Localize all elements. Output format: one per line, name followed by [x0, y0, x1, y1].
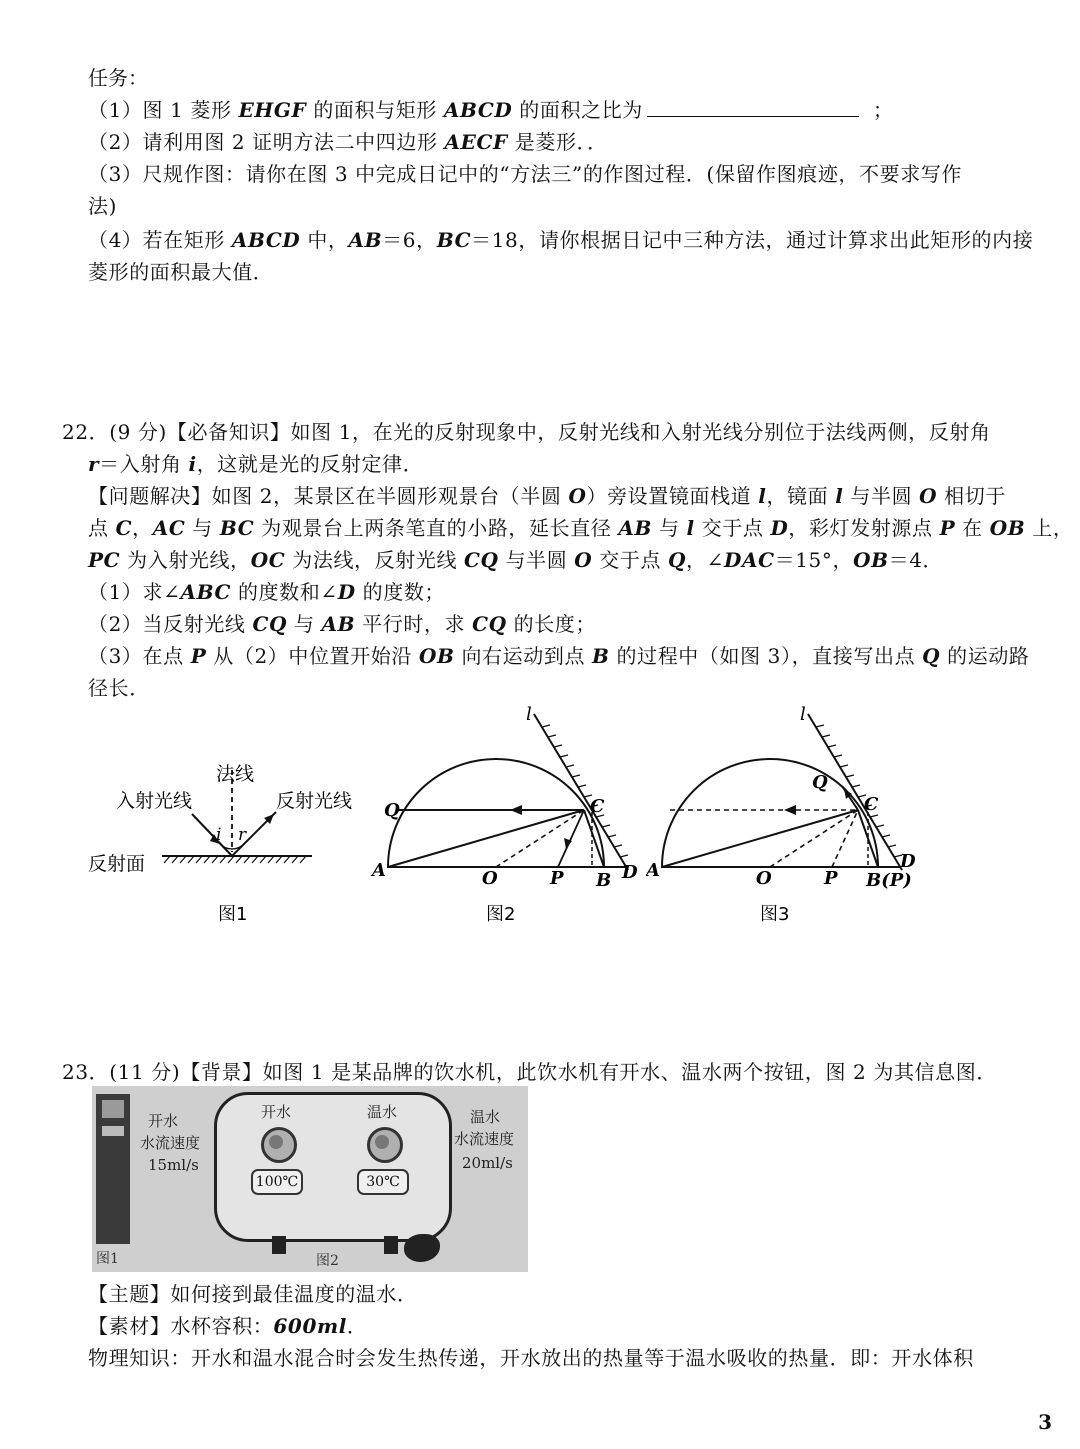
- figure-2-semicircle: [370, 700, 660, 930]
- q23-material: [88, 1314, 368, 1338]
- warm-temp-badge: 30℃: [357, 1169, 409, 1195]
- task-q1: [88, 98, 894, 122]
- q22-line3: [88, 484, 1006, 508]
- path-ac: [662, 810, 858, 867]
- task-q4-line2: 菱形的面积最大值．: [88, 260, 274, 284]
- photo-caption-1: 图1: [96, 1251, 119, 1267]
- math: AC: [152, 516, 186, 540]
- panel-leg-left: [272, 1236, 286, 1254]
- text: 【素材】水杯容积：: [88, 1314, 274, 1338]
- machine-slot: [102, 1126, 124, 1136]
- label-q: Q: [384, 800, 400, 821]
- hot-temp-badge: 100℃: [251, 1169, 303, 1195]
- math: BC: [436, 228, 472, 252]
- info-panel: [214, 1092, 452, 1242]
- q22-sub3: [88, 644, 1030, 668]
- normal-label: 法线: [216, 763, 255, 785]
- text: 向右运动到点: [454, 644, 593, 668]
- label-p: P: [550, 868, 564, 889]
- label-l: l: [800, 704, 806, 725]
- math: OC: [250, 548, 286, 572]
- figure-caption: 图3: [760, 904, 790, 925]
- math: AB: [618, 516, 653, 540]
- right-label-1: 温水: [470, 1108, 501, 1126]
- text: 的度数和∠: [231, 580, 338, 604]
- task-q2: [88, 130, 608, 154]
- text: ，∠: [686, 548, 725, 572]
- math: AB: [321, 612, 356, 636]
- task-q3-line2: 法): [88, 194, 118, 218]
- text: 【问题解决】如图 2，某景区在半圆形观景台（半圆: [88, 484, 569, 508]
- text: （4）若在矩形: [88, 228, 232, 252]
- text: 的长度；: [506, 612, 596, 636]
- math: D: [770, 516, 789, 540]
- water-dispenser-photo: [92, 1086, 528, 1272]
- hot-button-label: 开水: [261, 1103, 292, 1121]
- text: 为法线，反射光线: [285, 548, 464, 572]
- math: D: [337, 580, 356, 604]
- warm-button-label: 温水: [367, 1103, 398, 1121]
- math: P: [190, 644, 207, 668]
- text: （1）求∠: [88, 580, 181, 604]
- text: 上，: [1025, 516, 1074, 540]
- math: 600ml: [273, 1314, 347, 1338]
- text: 的面积之比为: [512, 98, 643, 122]
- math: ABCD: [231, 228, 301, 252]
- surface-hatching: [164, 856, 306, 863]
- text: 的过程中（如图 3），直接写出点: [609, 644, 923, 668]
- left-label-3: 15ml/s: [148, 1156, 199, 1174]
- ink-blot: [404, 1234, 440, 1262]
- figure-1-reflection: [80, 750, 380, 930]
- label-bp: B(P): [866, 870, 912, 891]
- label-a: A: [646, 860, 660, 881]
- hot-water-button-icon: [261, 1127, 297, 1163]
- label-d: D: [900, 851, 916, 872]
- text: 为观景台上两条笔直的小路，延长直径: [254, 516, 619, 540]
- machine-panel: [102, 1100, 124, 1118]
- text: 中，: [300, 228, 349, 252]
- text: ＝18，请你根据日记中三种方法，通过计算求出此矩形的内接: [471, 228, 1034, 252]
- math: Q: [922, 644, 941, 668]
- q22-line2: [88, 452, 423, 476]
- text: （2）当反射光线: [88, 612, 253, 636]
- text: 的度数；: [355, 580, 446, 604]
- text: 为入射光线，: [120, 548, 251, 572]
- math: l: [686, 516, 695, 540]
- math: ABCD: [443, 98, 513, 122]
- label-q: Q: [812, 772, 828, 793]
- math: l: [758, 484, 767, 508]
- math: CQ: [472, 612, 507, 636]
- math: B: [592, 644, 610, 668]
- label-a: A: [372, 860, 386, 881]
- math: O: [568, 484, 587, 508]
- text: 与半圆: [843, 484, 920, 508]
- angle-i-label: i: [216, 825, 222, 845]
- figure-caption: 图2: [486, 904, 516, 925]
- math: ABC: [180, 580, 231, 604]
- q22-sub1: [88, 580, 445, 604]
- figure-caption: 图1: [218, 904, 248, 925]
- math: C: [115, 516, 133, 540]
- dispenser-machine: [96, 1094, 130, 1244]
- math: DAC: [724, 548, 775, 572]
- math: BC: [219, 516, 255, 540]
- math: CQ: [252, 612, 288, 636]
- text: 是菱形．．: [507, 130, 608, 154]
- panel-leg-right: [384, 1236, 398, 1254]
- text: 在: [955, 516, 990, 540]
- ray-cq-arrow-icon: [510, 805, 522, 815]
- text: 平行时，求: [355, 612, 473, 636]
- incident-ray: [192, 814, 232, 856]
- incident-label: 入射光线: [116, 790, 193, 812]
- text: （2）请利用图 2 证明方法二中四边形: [88, 130, 445, 154]
- text: 与半圆: [498, 548, 575, 572]
- text: ，这就是光的反射定律．: [196, 452, 424, 476]
- text: 的面积与矩形: [306, 98, 444, 122]
- q22-line4: [88, 516, 1073, 540]
- mirror-hatching: [816, 725, 902, 857]
- math: OB: [989, 516, 1026, 540]
- text: 从（2）中位置开始沿: [206, 644, 419, 668]
- math: i: [188, 452, 197, 476]
- path-ac: [388, 810, 584, 867]
- ray-pc-dashed: [832, 810, 858, 867]
- figure-3-semicircle: [646, 700, 936, 930]
- label-d: D: [622, 862, 638, 883]
- math: l: [835, 484, 844, 508]
- right-label-3: 20ml/s: [462, 1154, 513, 1172]
- ray-pc: [558, 810, 584, 867]
- text: 点: [88, 516, 116, 540]
- text: ，镜面: [766, 484, 836, 508]
- left-label-1: 开水: [148, 1112, 179, 1130]
- math: EHGF: [238, 98, 307, 122]
- reflected-label: 反射光线: [276, 790, 353, 812]
- label-c: C: [590, 796, 605, 817]
- math: P: [939, 516, 956, 540]
- text: 交于点: [592, 548, 669, 572]
- answer-blank: [647, 98, 859, 117]
- q23-physics: 物理知识：开水和温水混合时会发生热传递，开水放出的热量等于温水吸收的热量．即：开水体积: [88, 1346, 974, 1370]
- text: 与: [287, 612, 322, 636]
- left-label-2: 水流速度: [140, 1134, 201, 1152]
- photo-caption-2: 图2: [316, 1253, 339, 1269]
- text: ＝15°，: [774, 548, 854, 572]
- task-q3-line1: （3）尺规作图：请你在图 3 中完成日记中的“方法三”的作图过程．(保留作图痕迹，不要求写作: [88, 162, 963, 186]
- text: ＝4．: [888, 548, 944, 572]
- text: ＝6，: [382, 228, 437, 252]
- text: 与: [185, 516, 220, 540]
- math: Q: [668, 548, 687, 572]
- q23-intro: 23．(11 分)【背景】如图 1 是某品牌的饮水机，此饮水机有开水、温水两个按钮，图 2 为其信息图．: [62, 1060, 997, 1084]
- q22-sub3-line2: 径长．: [88, 676, 150, 700]
- math: AECF: [444, 130, 508, 154]
- math: OB: [853, 548, 889, 572]
- task-q4: [88, 228, 1033, 252]
- ray-cq-arrow-icon: [784, 805, 796, 815]
- label-p: P: [824, 868, 838, 889]
- text: 相切于: [937, 484, 1006, 508]
- text: （3）在点: [88, 644, 191, 668]
- math: AB: [348, 228, 383, 252]
- math: PC: [88, 548, 121, 572]
- label-o: O: [756, 868, 772, 889]
- math: O: [574, 548, 593, 572]
- page-number: 3: [1038, 1410, 1052, 1434]
- surface-label: 反射面: [88, 853, 146, 875]
- right-label-2: 水流速度: [454, 1130, 515, 1148]
- q22-line1: 22．(9 分)【必备知识】如图 1，在光的反射现象中，反射光线和入射光线分别位于法线两侧，反射角: [62, 420, 991, 444]
- mirror-hatching: [542, 725, 628, 857]
- q23-theme: 【主题】如何接到最佳温度的温水．: [88, 1282, 418, 1306]
- label-c: C: [864, 794, 879, 815]
- math: CQ: [464, 548, 499, 572]
- angle-r-label: r: [238, 825, 247, 845]
- q22-sub2: [88, 612, 596, 636]
- text: ，彩灯发射源点: [788, 516, 940, 540]
- text: 的运动路: [940, 644, 1030, 668]
- label-b: B: [596, 870, 612, 891]
- text: （1）图 1 菱形: [88, 98, 239, 122]
- math: O: [919, 484, 938, 508]
- math: OB: [418, 644, 455, 668]
- text: ．: [346, 1314, 368, 1338]
- text: ；: [872, 98, 894, 122]
- label-o: O: [482, 868, 498, 889]
- label-l: l: [526, 704, 532, 725]
- text: 交于点: [694, 516, 771, 540]
- q22-line5: [88, 548, 943, 572]
- task-heading: 任务：: [88, 66, 148, 90]
- warm-water-button-icon: [367, 1127, 403, 1163]
- text: ）旁设置镜面栈道: [586, 484, 759, 508]
- text: ＝入射角: [99, 452, 189, 476]
- math: r: [88, 452, 100, 476]
- text: ，: [132, 516, 153, 540]
- text: 与: [652, 516, 687, 540]
